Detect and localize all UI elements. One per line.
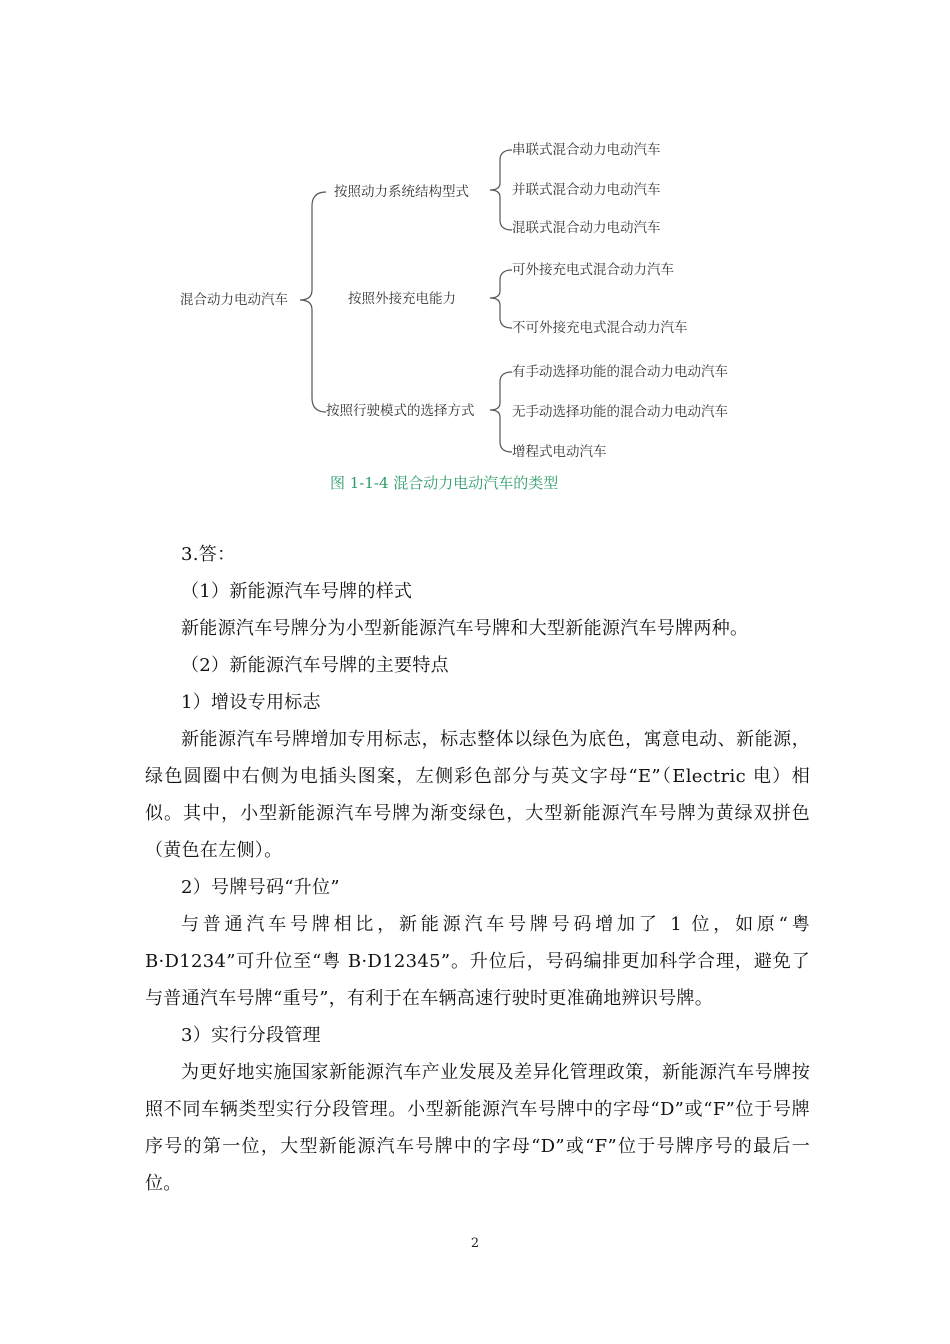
- branch-drive-mode: 按照行驶模式的选择方式: [326, 403, 475, 419]
- leaf-series-parallel: 混联式混合动力电动汽车: [512, 220, 661, 236]
- branch-charging: 按照外接充电能力: [348, 291, 456, 307]
- leaf-plugin: 可外接充电式混合动力汽车: [512, 262, 674, 278]
- leaf-non-plugin: 不可外接充电式混合动力汽车: [512, 320, 688, 336]
- leaf-no-manual-select: 无手动选择功能的混合动力电动汽车: [512, 404, 728, 420]
- branch2-brace: [490, 270, 512, 328]
- paragraph: 新能源汽车号牌分为小型新能源汽车号牌和大型新能源汽车号牌两种。: [181, 618, 749, 639]
- section-heading-1: （1）新能源汽车号牌的样式: [181, 581, 413, 602]
- root-brace: [300, 192, 326, 412]
- paragraph: 与普通汽车号牌相比，新能源汽车号牌号码增加了 1 位，如原“粤 B·D1234”可升位至“粤 B·D12345”。升位后，号码编排更加科学合理，避免了与普通汽车号牌“重号”，有利于在车辆高速行驶时更准确地辨识号牌。: [145, 914, 810, 1009]
- subheading-3: 3）实行分段管理: [181, 1025, 321, 1046]
- subheading-2: 2）号牌号码“升位”: [181, 877, 340, 898]
- leaf-manual-select: 有手动选择功能的混合动力电动汽车: [512, 364, 728, 380]
- brace-lines: [0, 0, 950, 470]
- body-text: [145, 536, 810, 1202]
- leaf-parallel: 并联式混合动力电动汽车: [512, 182, 661, 198]
- diagram-root: 混合动力电动汽车: [180, 292, 288, 308]
- subheading-1: 1）增设专用标志: [181, 692, 321, 713]
- branch-structure: 按照动力系统结构型式: [334, 184, 469, 200]
- figure-caption: 图 1-1-4 混合动力电动汽车的类型: [330, 474, 559, 492]
- paragraph: 为更好地实施国家新能源汽车产业发展及差异化管理政策，新能源汽车号牌按照不同车辆类型实行分段管理。小型新能源汽车号牌中的字母“D”或“F”位于号牌序号的第一位，大型新能源汽车号牌中的字母“D”或“F”位于号牌序号的最后一位。: [145, 1062, 810, 1194]
- section-heading-2: （2）新能源汽车号牌的主要特点: [181, 655, 449, 676]
- page-number: 2: [470, 1236, 480, 1251]
- leaf-range-extender: 增程式电动汽车: [512, 444, 607, 460]
- leaf-series: 串联式混合动力电动汽车: [512, 142, 661, 158]
- branch3-brace: [490, 372, 512, 452]
- answer-heading: 3.答：: [181, 544, 236, 565]
- paragraph: 新能源汽车号牌增加专用标志，标志整体以绿色为底色，寓意电动、新能源，绿色圆圈中右侧为电插头图案，左侧彩色部分与英文字母“E”（Electric 电）相似。其中，小型新能源汽车号牌为渐变绿色，大型新能源汽车号牌为黄绿双拼色（黄色在左侧）。: [145, 729, 810, 861]
- branch1-brace: [490, 150, 512, 230]
- classification-diagram: [0, 0, 950, 500]
